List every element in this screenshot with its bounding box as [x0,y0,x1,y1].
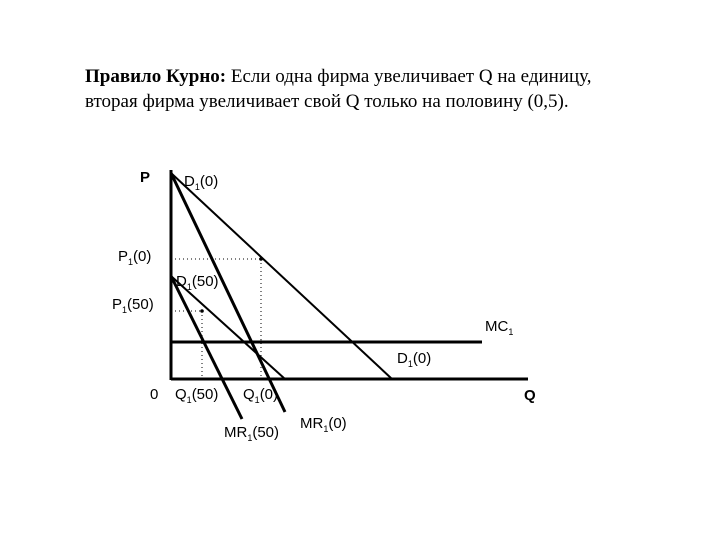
q1-50-label: $Q_1(50)$ [175,386,219,405]
equilibrium-point-0 [259,257,263,261]
mc1-label: $MC_1$ [485,318,514,337]
d1-0-top-label: $D_1(0)$ [184,173,219,192]
equilibrium-point-50 [200,309,204,313]
origin-label: 0 [150,386,159,403]
mr1-0-label: $MR_1(0)$ [300,415,347,434]
quantity-axis-label: Q [524,387,536,404]
mr1-50-label: $MR_1(50)$ [224,424,280,443]
d1-50-label: $D_1(50)$ [176,273,219,292]
q1-0-label: $Q_1(0)$ [243,386,279,405]
p1-50-label: $P_1(50)$ [112,296,154,315]
rule-title: Правило Курно: [85,66,227,87]
mc-intersection-0 [259,340,263,344]
rule-body: Если одна фирма увеличивает Q на единицу, вторая фирма увеличивает свой Q только на половину (0,5). [85,66,592,112]
price-axis-label: P [140,169,151,186]
p1-0-label: $P_1(0)$ [118,248,152,267]
mc-intersection-50 [200,340,204,344]
d1-0-end-label: $D_1(0)$ [397,350,432,369]
